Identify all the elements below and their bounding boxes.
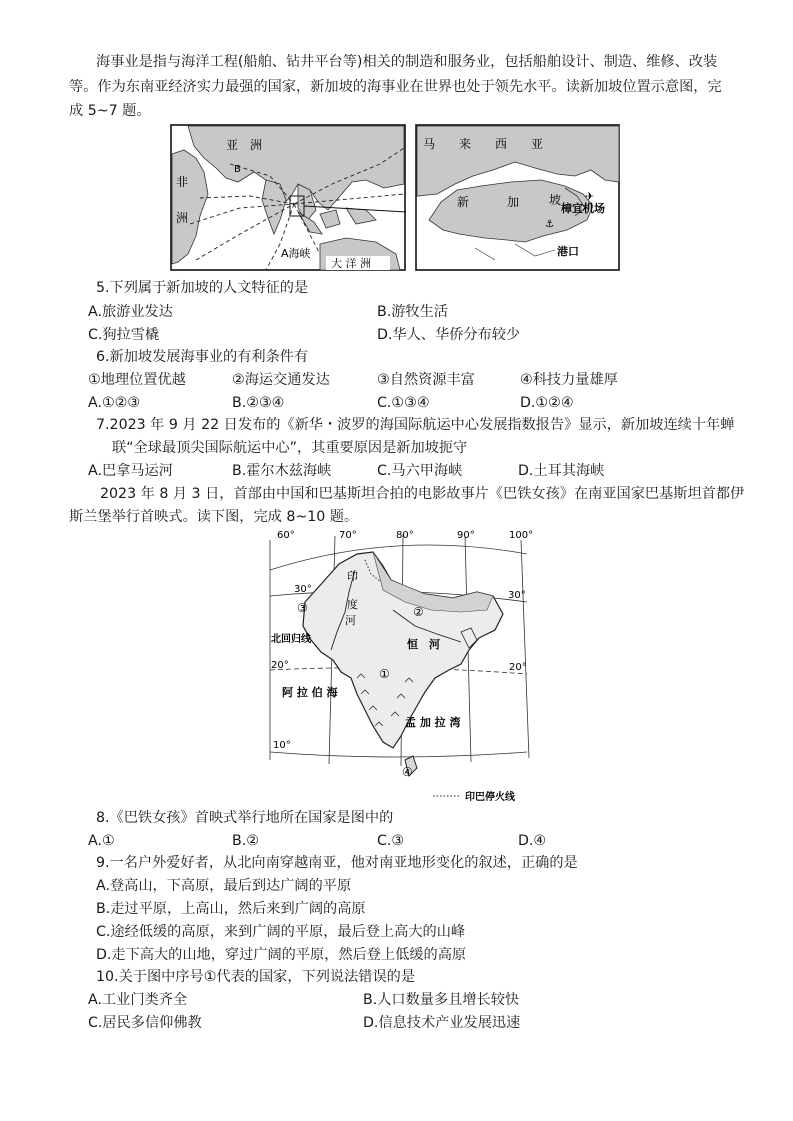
label-singapore-3: 坡 — [549, 193, 562, 207]
q6-condition-4: ④科技力量雄厚 — [520, 372, 618, 388]
q10-option-b[interactable]: B.人口数量多且增长较快 — [363, 992, 520, 1008]
label-indus-1: 印 — [347, 570, 358, 583]
q7-option-b[interactable]: B.霍尔木兹海峡 — [232, 463, 332, 479]
q6-option-a[interactable]: A.①②③ — [88, 395, 141, 411]
label-singapore-2: 加 — [507, 195, 520, 209]
map-south-asia — [265, 530, 533, 806]
marker-2: ② — [413, 605, 424, 619]
intro-line-3: 成 5~7 题。 — [69, 103, 151, 119]
q5-option-c[interactable]: C.狗拉雪橇 — [88, 327, 160, 343]
legend-ceasefire-line: 印巴停火线 — [465, 792, 515, 803]
intro-line-2: 等。作为东南亚经济实力最强的国家，新加坡的海事业在世界也处于领先水平。读新加坡位置示意图，完 — [69, 79, 722, 95]
q5-option-a[interactable]: A.旅游业发达 — [88, 304, 173, 320]
q8-option-a[interactable]: A.① — [88, 833, 115, 849]
q9-stem: 9.一名户外爱好者，从北向南穿越南亚，他对南亚地形变化的叙述，正确的是 — [96, 855, 578, 871]
q5-stem: 5.下列属于新加坡的人文特征的是 — [96, 280, 309, 296]
anchor-icon: ⚓ — [545, 219, 554, 230]
q9-option-d[interactable]: D.走下高大的山地，穿过广阔的平原，然后登上低缓的高原 — [96, 947, 467, 963]
q7-stem-line-1: 7.2023 年 9 月 22 日发布的《新华・波罗的海国际航运中心发展指数报告》显示，新加坡连续十年蝉 — [96, 417, 735, 433]
label-oceania: 大 洋 洲 — [331, 257, 371, 270]
intro2-line-2: 斯兰堡举行首映式。读下图，完成 8~10 题。 — [69, 509, 359, 525]
label-indus-3: 河 — [345, 614, 356, 627]
label-africa-1: 非 — [176, 175, 189, 189]
lon-100: 100° — [509, 530, 533, 541]
map-singapore-detail — [415, 124, 620, 271]
q10-option-c[interactable]: C.居民多信仰佛教 — [88, 1015, 202, 1031]
q10-stem: 10.关于图中序号①代表的国家，下列说法错误的是 — [96, 969, 416, 985]
marker-1: ① — [379, 667, 390, 681]
q7-option-c[interactable]: C.马六甲海峡 — [377, 463, 463, 479]
q6-condition-3: ③自然资源丰富 — [377, 372, 475, 388]
q6-condition-2: ②海运交通发达 — [232, 372, 330, 388]
marker-3: ③ — [297, 601, 308, 615]
q7-option-a[interactable]: A.巴拿马运河 — [88, 463, 173, 479]
q6-option-d[interactable]: D.①②④ — [520, 395, 574, 411]
q8-stem: 8.《巴铁女孩》首映式举行地所在国家是图中的 — [96, 810, 394, 826]
q10-option-d[interactable]: D.信息技术产业发展迅速 — [363, 1015, 521, 1031]
lon-80: 80° — [396, 530, 414, 541]
lon-70: 70° — [339, 530, 357, 541]
q9-option-c[interactable]: C.途经低缓的高原，来到广阔的平原，最后登上高大的山峰 — [96, 924, 466, 940]
label-singapore-1: 新 — [457, 195, 470, 209]
q8-option-d[interactable]: D.④ — [518, 833, 547, 849]
q8-option-c[interactable]: C.③ — [377, 833, 405, 849]
q6-condition-1: ①地理位置优越 — [88, 372, 186, 388]
label-malaysia: 马 来 西 亚 — [423, 137, 544, 151]
lat-30-left: 30° — [294, 584, 312, 595]
label-bay-of-bengal: 孟 加 拉 湾 — [405, 716, 461, 729]
label-ganges-2: 河 — [429, 638, 440, 651]
q8-option-b[interactable]: B.② — [232, 833, 259, 849]
label-strait-a: A海峡 — [281, 247, 311, 260]
lon-90: 90° — [457, 530, 475, 541]
airport-icon: ✈ — [585, 190, 595, 203]
q10-option-a[interactable]: A.工业门类齐全 — [88, 992, 188, 1008]
intro2-line-1: 2023 年 8 月 3 日，首部由中国和巴基斯坦合拍的电影故事片《巴铁女孩》在南亚国家巴基斯坦首都伊 — [100, 486, 745, 502]
q7-stem-line-2: 联“全球最顶尖国际航运中心”，其重要原因是新加坡扼守 — [112, 440, 468, 456]
label-b: B — [234, 164, 241, 175]
q6-option-c[interactable]: C.①③④ — [377, 395, 430, 411]
q9-option-a[interactable]: A.登高山，下高原，最后到达广阔的平原 — [96, 878, 352, 894]
q7-option-d[interactable]: D.土耳其海峡 — [518, 463, 605, 479]
q5-option-d[interactable]: D.华人、华侨分布较少 — [377, 327, 521, 343]
q9-option-b[interactable]: B.走过平原，上高山，然后来到广阔的高原 — [96, 901, 366, 917]
lon-60: 60° — [277, 530, 295, 541]
label-tropic: 北回归线 — [271, 634, 311, 645]
label-asia: 亚 洲 — [226, 138, 263, 152]
lat-30-right: 30° — [508, 590, 526, 601]
label-changi-airport: 樟宜机场 — [561, 202, 605, 215]
lat-20-left: 20° — [271, 660, 289, 671]
label-indus-2: 度 — [347, 598, 358, 611]
intro-line-1: 海事业是指与海洋工程(船舶、钻井平台等)相关的制造和服务业，包括船舶设计、制造、维修、改装 — [96, 54, 718, 70]
map-singapore-region — [170, 124, 406, 271]
label-africa-2: 洲 — [176, 211, 189, 225]
label-arabian-sea: 阿 拉 伯 海 — [282, 686, 338, 699]
lat-10: 10° — [273, 740, 291, 751]
lat-20-right: 20° — [509, 662, 527, 673]
q6-option-b[interactable]: B.②③④ — [232, 395, 285, 411]
marker-4: ④ — [402, 765, 413, 779]
label-port: 港口 — [557, 245, 579, 258]
q6-stem: 6.新加坡发展海事业的有利条件有 — [96, 349, 309, 365]
label-ganges-1: 恒 — [407, 638, 418, 651]
q5-option-b[interactable]: B.游牧生活 — [377, 304, 448, 320]
